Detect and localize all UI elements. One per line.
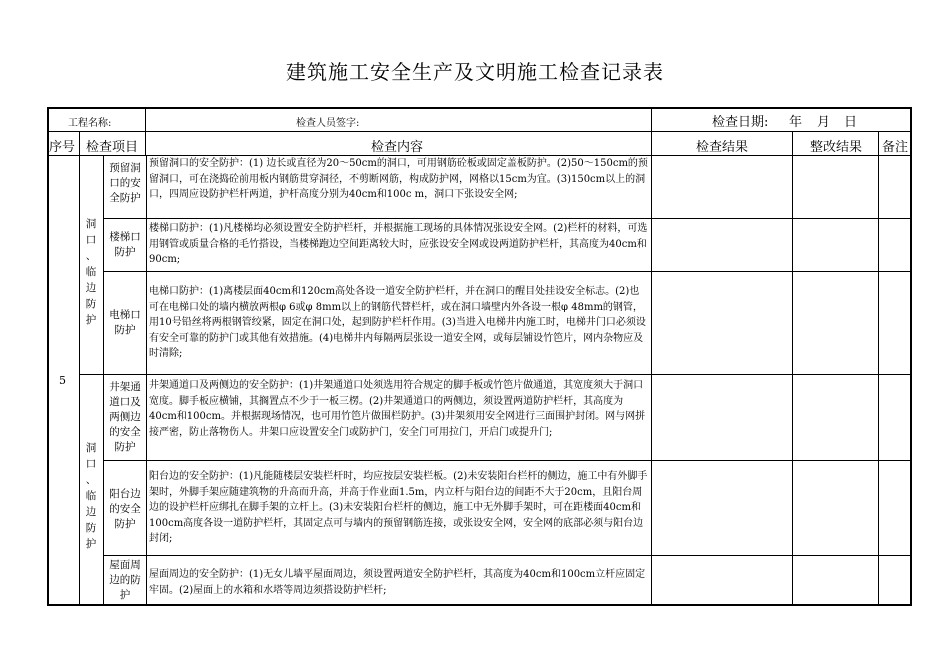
table-row-content: 楼梯口防护：(1)凡楼梯均必须设置安全防护栏杆，并根据施工现场的具体情况张设安全网。(2)栏杆的材料，可选用钢管或质量合格的毛竹搭设，当楼梯跑边空间距离较大时，应张设安全网或设两道防护栏杆，其高度为40cm和90cm;: [149, 223, 648, 265]
table-row-item: 屋面周边的防护: [109, 559, 141, 601]
table-row-item: 井架通道口及两侧边的安全防护: [109, 381, 141, 453]
table-row-content: 阳台边的安全防护：(1)凡能随楼层安装栏杆时，均应按层安装栏板。(2)未安装阳台栏杆的侧边，施工中有外脚手架时，外脚手架应随建筑物的升高而升高，并高于作业面1.5m，内立杆与阳台边的间距不大于20cm，且阳台周边的设护栏杆应绑扎在脚手架的立杆上。(3)未安装阳台栏杆的侧边，施工中无外脚手架时，可在距楼面40cm和100cm高度各设一道防护栏杆，其固定点可与墙内的预留钢筋连接，或张设安全网，安全网的底部必须与阳台边封闭;: [149, 471, 648, 544]
table-row-item: 预留洞口的安全防护: [109, 162, 141, 204]
date-day: 日: [844, 115, 858, 130]
header-seq: 序号: [49, 140, 76, 155]
group-label-1: 洞 口 、 临 边 防 护: [85, 218, 97, 326]
sequence-number: 5: [59, 374, 66, 387]
inspection-date-label: 检查日期:: [712, 115, 769, 130]
date-month: 月: [817, 115, 831, 130]
table-row-item: 阳台边的安全防护: [109, 488, 141, 530]
table-row-content: 屋面周边的安全防护：(1)无女儿墙平屋面周边，须设置两道安全防护栏杆，其高度为40cm和100cm立杆应固定牢固。(2)屋面上的水箱和水塔等周边须搭设防护栏杆;: [149, 569, 646, 596]
header-content: 检查内容: [371, 140, 424, 155]
group-label-2: 洞 口 、 临 边 防 护: [85, 442, 97, 550]
inspector-signature-label: 检查人员签字:: [296, 118, 360, 129]
table-row-content: 井架通道口及两侧边的安全防护：(1)井架通道口处须选用符合规定的脚手板或竹笆片做通道，其宽度须大于洞口宽度。脚手板应横铺，其搁置点不少于一板三楞。(2)井架通道口的两侧边，须设置两道防护栏杆，其高度为40cm和100cm。并根据现场情况，也可用竹笆片做围栏防护。(3)井架须用安全网进行三面围护封闭。网与网拼接严密，防止落物伤人。井架口应设置安全门或防护门，安全门可用拉门，开启门或提升门;: [149, 380, 646, 438]
table-row-content: 预留洞口的安全防护：(1) 边长或直径为20～50cm的洞口，可用钢筋砼板或固定盖板防护。(2)50～150cm的预留洞口，可在浇捣砼前用板内钢筋贯穿洞径，不剪断网筋，构成防护网，网格以15cm为宜。(3)150cm以上的洞口，四周应设防护栏杆两道，护杆高度分别为40cm和100c m，洞口下张设安全网;: [149, 158, 648, 200]
header-item: 检查项目: [86, 140, 139, 155]
page-title: 建筑施工安全生产及文明施工检查记录表: [286, 60, 664, 84]
date-year: 年: [789, 115, 803, 130]
header-rectify: 整改结果: [810, 140, 863, 155]
table-row-content: 电梯口防护：(1)离楼层面40cm和120cm高处各设一道安全防护栏杆，并在洞口的醒目处挂设安全标志。(2)也可在电梯口处的墙内横放两根φ 6或φ 8mm以上的钢筋代替栏杆，或在洞口墙壁内外各设一根φ 48mm的钢管，用10号铅丝将两根钢管绞紧，固定在洞口处，起到防护栏杆作用。(3)当进入电梯井内施工时，电梯井门口必须设有安全可靠的防护门或其他有效措施。(4)电梯井内每隔两层张设一道安全网，或每层铺设竹笆片，网内杂物应及时清除;: [149, 286, 646, 359]
project-name-label: 工程名称:: [68, 118, 112, 129]
header-remark: 备注: [882, 140, 909, 155]
table-row-item: 楼梯口防护: [109, 231, 141, 258]
table-row-item: 电梯口防护: [109, 309, 141, 336]
header-result: 检查结果: [696, 140, 749, 155]
